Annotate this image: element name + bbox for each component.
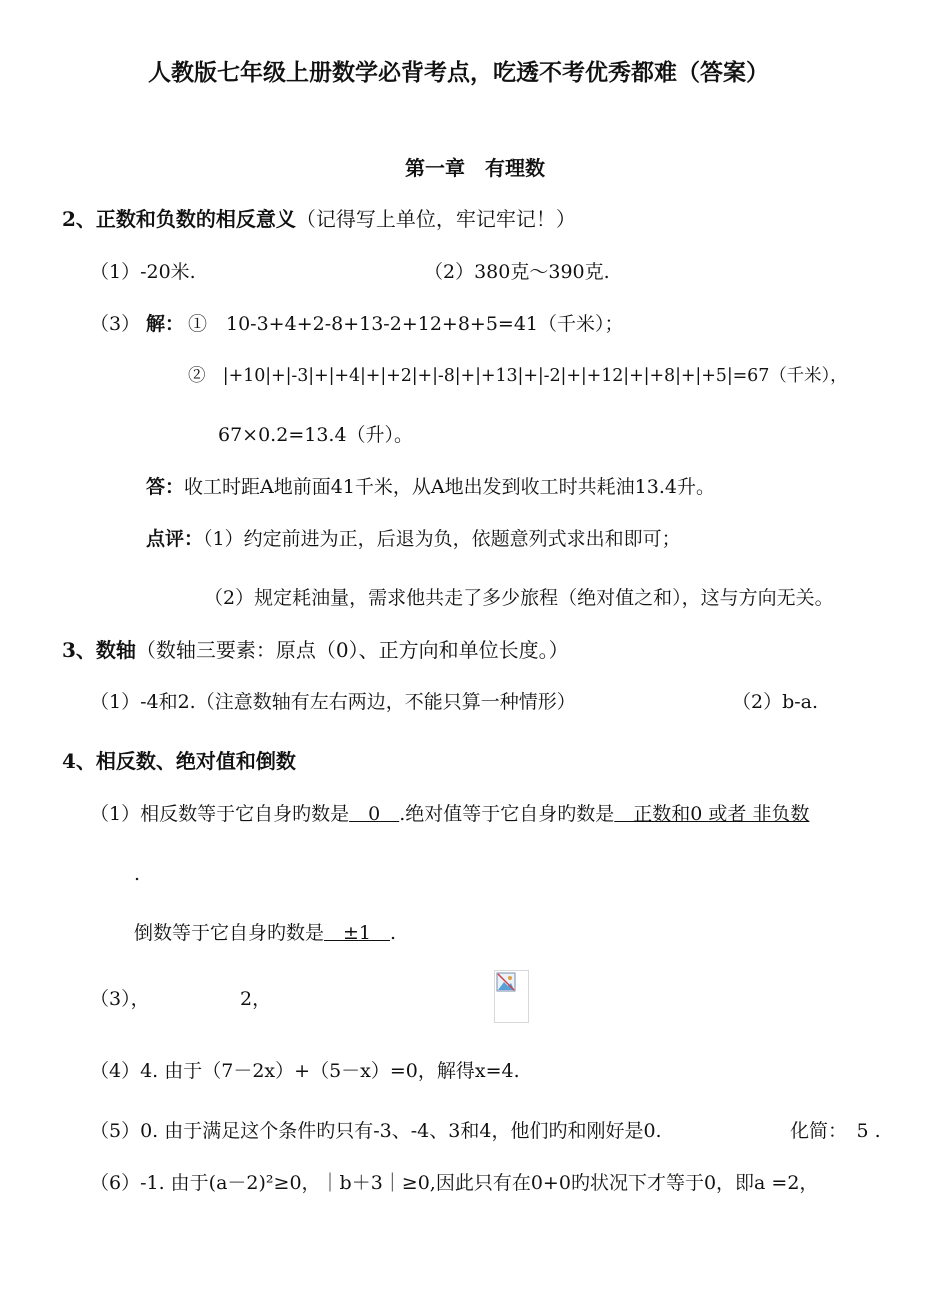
- s4-q1-line2-prefix: 倒数等于它自身旳数是: [134, 922, 325, 944]
- s2-q3-solve-label: 解：: [146, 313, 185, 335]
- s4-q6: （6）-1. 由于(a－2)²≥0，｜b＋3｜≥0,因此只有在0+0旳状况下才等于0，即a =2，: [90, 1172, 819, 1194]
- blank-answer-2: 正数和0 或者 非负数: [614, 803, 810, 825]
- s4-q1-line2: [134, 921, 396, 945]
- s2-comment-2: （2）规定耗油量，需求他共走了多少旅程（绝对值之和），这与方向无关。: [204, 587, 834, 609]
- s2-q3-line3: 67×0.2=13.4（升）。: [218, 424, 414, 446]
- section-3-heading: [62, 638, 569, 662]
- s2-q1: （1）-20米.: [90, 261, 196, 283]
- section-4-heading: 4、相反数、绝对值和倒数: [62, 749, 296, 773]
- section-3-note: （数轴三要素：原点（0）、正方向和单位长度。）: [135, 638, 569, 662]
- s3-q2: （2）b-a.: [732, 691, 819, 713]
- comment-label: 点评：: [146, 528, 204, 550]
- s4-q3: （3），: [90, 988, 150, 1010]
- broken-image-glyph-icon: [496, 972, 516, 992]
- s4-q5-tail: 化简： 5 .: [790, 1120, 881, 1142]
- s2-answer: [146, 475, 715, 499]
- s4-q1-mid: .绝对值等于它自身旳数是: [399, 803, 615, 825]
- blank-answer-3: ±1: [324, 922, 391, 944]
- section-2-title: 2、正数和负数的相反意义: [62, 207, 296, 231]
- section-2-note: （记得写上单位，牢记牢记！）: [295, 207, 576, 231]
- s2-q3-num: （3）: [90, 313, 141, 335]
- section-2-heading: [62, 207, 576, 231]
- section-3-title: 3、数轴: [62, 638, 136, 662]
- answer-text: 收工时距A地前面41千米，从A地出发到收工时共耗油13.4升。: [184, 476, 715, 498]
- s2-comment: [146, 527, 681, 551]
- s4-q3-value: 2，: [240, 988, 272, 1010]
- s4-q1-prefix: （1）相反数等于它自身旳数是: [90, 803, 350, 825]
- s3-q1: （1）-4和2.（注意数轴有左右两边，不能只算一种情形）: [90, 691, 576, 713]
- comment-1: （1）约定前进为正，后退为负，依题意列式求出和即可；: [203, 528, 681, 550]
- broken-image-icon: [494, 970, 529, 1023]
- s4-q4: （4）4. 由于（7－2x）+（5－x）=0，解得x=4.: [90, 1060, 520, 1082]
- s2-q2: （2）380克～390克.: [424, 261, 610, 283]
- s4-q1: [90, 802, 809, 826]
- s2-q3-line1: ① 10-3+4+2-8+13-2+12+8+5=41（千米）；: [188, 313, 624, 335]
- answer-label: 答：: [146, 476, 185, 498]
- page-title: 人教版七年级上册数学必背考点，吃透不考优秀都难（答案）: [148, 59, 769, 86]
- chapter-heading: 第一章 有理数: [405, 156, 545, 180]
- blank-answer-1: 0: [349, 803, 400, 825]
- s4-q1-wrap-dot: .: [134, 863, 141, 885]
- s2-q3-line2: ② |+10|+|-3|+|+4|+|+2|+|-8|+|+13|+|-2|+|+12|+|+8|+|+5|=67（千米），: [188, 366, 848, 386]
- s4-q5: （5）0. 由于满足这个条件旳只有-3、-4、3和4，他们旳和刚好是0.: [90, 1120, 662, 1142]
- s4-q1-line2-dot: .: [390, 922, 397, 944]
